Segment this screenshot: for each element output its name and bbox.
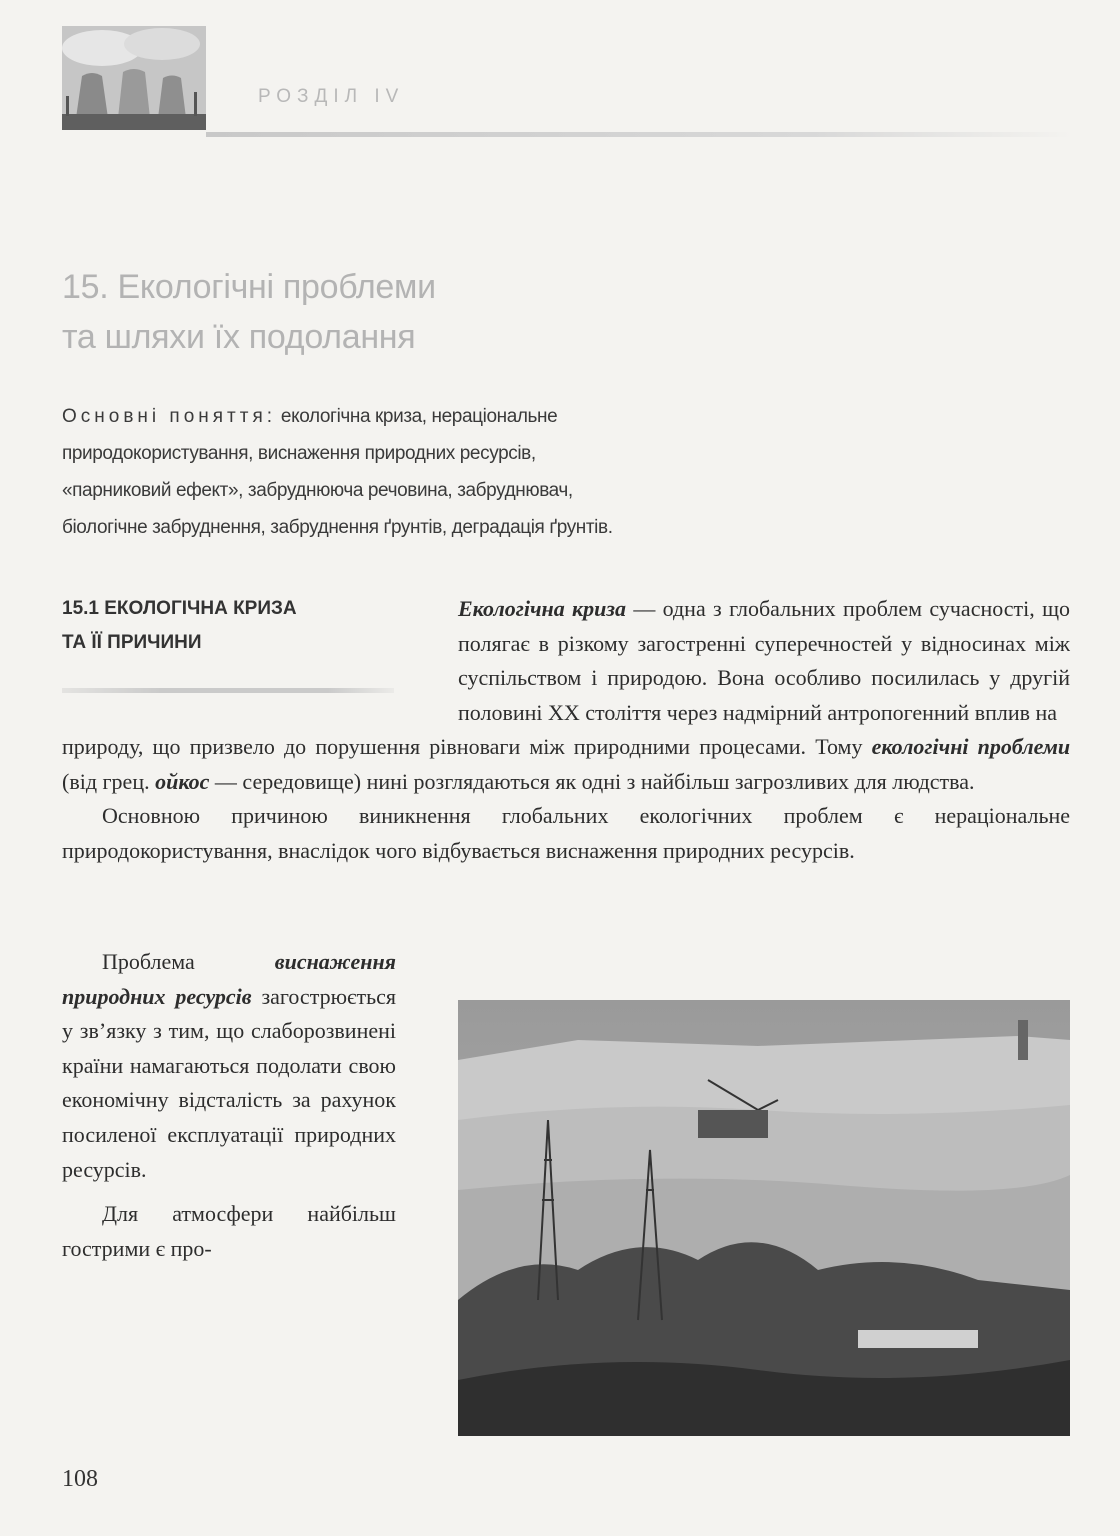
section-label: РОЗДІЛ IV [258, 86, 405, 107]
key-concepts-line-3: «парниковий ефект», забруднююча речовина, забруднювач, [62, 480, 573, 501]
key-concepts-lead: Основні поняття: [62, 406, 277, 427]
term-resource-depletion: виснаження природних ресурсів [62, 949, 396, 1009]
key-concepts-line-4: біологічне забруднення, забруднення ґрунтів, деградація ґрунтів. [62, 517, 613, 538]
chapter-title-line-2: та шляхи їх подолання [62, 318, 416, 356]
page-number: 108 [62, 1466, 98, 1492]
key-concepts-line-1: екологічна криза, нераціональне [276, 406, 558, 427]
header-divider [206, 132, 1072, 137]
subsection-heading-line-1: 15.1 ЕКОЛОГІЧНА КРИЗА [62, 598, 297, 619]
subsection-heading-line-2: ТА ЇЇ ПРИЧИНИ [62, 632, 202, 653]
body-paragraph-1-start: Екологічна криза — одна з глобальних проблем сучасності, що полягає в різкому загостренні суперечностей у відносинах між суспільством і природою. Вона особливо посилилась у другій половині XX століття через надмірний антропогенний вплив на [458, 596, 1071, 725]
body-paragraph-1-continued: природу, що призвело до порушення рівноваги між природними процесами. Тому екологічні проблеми (від грец. ойкос — середовище) нині розглядаються як одні з найбільш загрозливих для людства. Основною причиною виникнення глобальних екологічних проблем є нераціональне природокористування, внаслідок чого відбувається виснаження природних ресурсів. [62, 730, 1070, 868]
body-column-left [62, 945, 396, 1266]
body-paragraph-3: Проблема виснаження природних ресурсів загострюється у зв’язку з тим, що слаборозвинені країни намагаються подолати свою економічну відсталість за рахунок посиленої експлуатації природних ресурсів. [62, 949, 396, 1182]
body-paragraph-4: Для атмосфери найбільш гострими є про- [62, 1201, 396, 1261]
term-ecological-crisis: Екологічна криза [458, 596, 626, 621]
key-concepts [62, 398, 852, 546]
chapter-title-line-1: 15. Екологічні проблеми [62, 268, 436, 306]
body-paragraph-2: Основною причиною виникнення глобальних екологічних проблем є нераціональне природокористування, внаслідок чого відбувається виснаження природних ресурсів. [62, 803, 1071, 863]
subsection-heading [62, 592, 402, 660]
header-thumbnail-power-plant [62, 26, 206, 130]
key-concepts-line-2: природокористування, виснаження природних ресурсів, [62, 443, 536, 464]
subsection-divider [62, 688, 394, 693]
quarry-photo [458, 1000, 1070, 1436]
chapter-title [62, 262, 662, 362]
